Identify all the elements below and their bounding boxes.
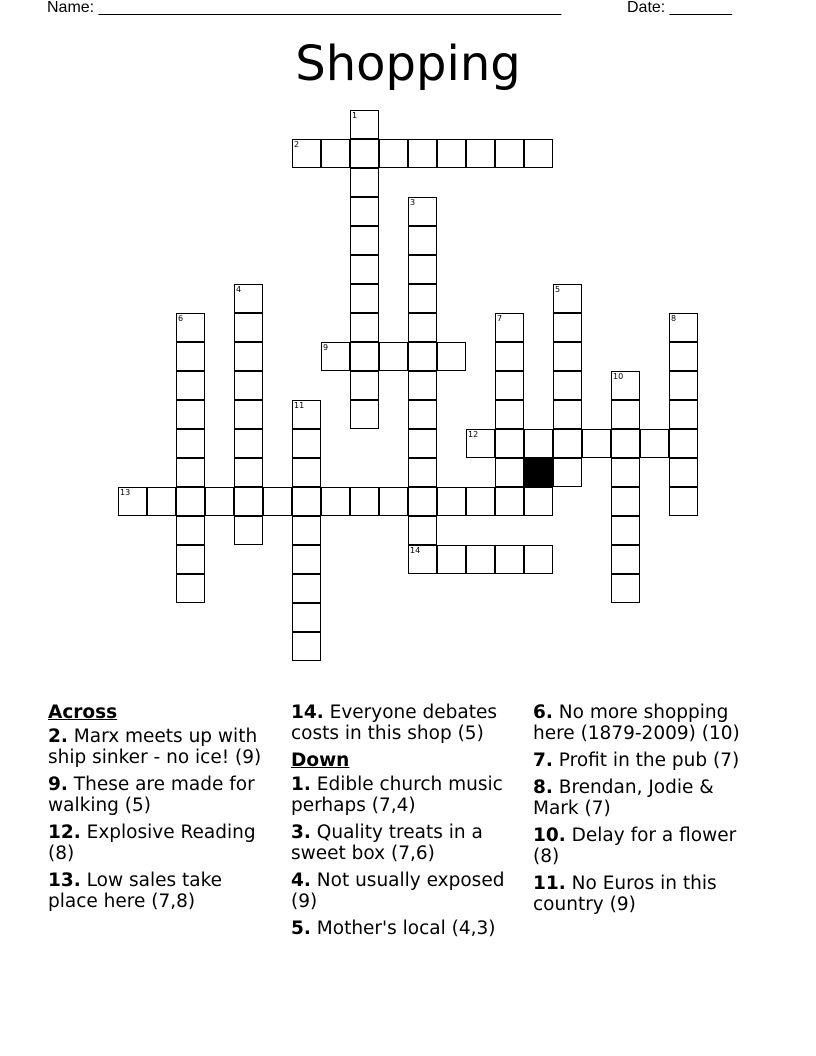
grid-cell[interactable] [408, 371, 437, 400]
clue-number: 9. [48, 774, 68, 795]
grid-cell[interactable] [611, 574, 640, 603]
clue-text: Brendan, Jodie & Mark (7) [533, 777, 714, 819]
clue-text: These are made for walking (5) [48, 774, 255, 816]
grid-cell[interactable] [321, 139, 350, 168]
grid-cell[interactable] [495, 545, 524, 574]
grid-cell[interactable] [669, 342, 698, 371]
clue-across-12 [48, 822, 273, 864]
grid-cell[interactable] [292, 139, 321, 168]
grid-cell[interactable] [611, 429, 640, 458]
grid-cell[interactable] [176, 487, 205, 516]
grid-cell[interactable] [495, 139, 524, 168]
clue-number-label: 13 [120, 488, 131, 497]
clue-number-label: 5 [555, 285, 561, 294]
clue-text: Delay for a flower (8) [533, 825, 737, 867]
clue-down-11 [533, 873, 758, 915]
grid-cell[interactable] [495, 313, 524, 342]
grid-cell[interactable] [379, 487, 408, 516]
grid-cell[interactable] [321, 487, 350, 516]
date-field-label: Date: _______ [627, 0, 732, 16]
clue-number: 5. [291, 918, 311, 939]
grid-cell[interactable] [118, 487, 147, 516]
grid-block-cell [524, 458, 553, 487]
clue-across-2 [48, 726, 273, 768]
clue-text: Profit in the pub (7) [552, 750, 740, 771]
grid-cell[interactable] [147, 487, 176, 516]
grid-cell[interactable] [611, 371, 640, 400]
grid-cell[interactable] [524, 487, 553, 516]
grid-cell[interactable] [611, 458, 640, 487]
clue-down-8 [533, 777, 758, 819]
clue-number: 12. [48, 822, 81, 843]
grid-cell[interactable] [408, 197, 437, 226]
grid-cell[interactable] [466, 487, 495, 516]
grid-cell[interactable] [234, 487, 263, 516]
clue-text: No Euros in this country (9) [533, 873, 717, 915]
grid-cell[interactable] [582, 429, 611, 458]
grid-cell[interactable] [379, 342, 408, 371]
clue-number: 10. [533, 825, 566, 846]
clue-down-6 [533, 702, 758, 744]
grid-cell[interactable] [292, 516, 321, 545]
grid-cell[interactable] [408, 255, 437, 284]
puzzle-title: Shopping [295, 36, 521, 92]
grid-cell[interactable] [234, 458, 263, 487]
grid-cell[interactable] [379, 139, 408, 168]
grid-cell[interactable] [495, 371, 524, 400]
clue-number-label: 8 [671, 314, 677, 323]
grid-cell[interactable] [669, 487, 698, 516]
across-heading: Across [48, 702, 118, 723]
clue-number-label: 12 [468, 430, 479, 439]
grid-cell[interactable] [350, 255, 379, 284]
grid-cell[interactable] [495, 458, 524, 487]
clue-text: Marx meets up with ship sinker - no ice! (9) [48, 726, 262, 768]
clue-text: Edible church music perhaps (7,4) [291, 774, 503, 816]
clue-number-label: 11 [294, 401, 305, 410]
grid-cell[interactable] [466, 429, 495, 458]
clue-text: Quality treats in a sweet box (7,6) [291, 822, 483, 864]
clue-down-3 [291, 822, 516, 864]
grid-cell[interactable] [292, 545, 321, 574]
grid-cell[interactable] [234, 371, 263, 400]
clue-number: 2. [48, 726, 68, 747]
grid-cell[interactable] [408, 139, 437, 168]
clue-across-13 [48, 870, 273, 912]
clue-number-label: 3 [410, 198, 416, 207]
grid-cell[interactable] [437, 545, 466, 574]
grid-cell[interactable] [176, 313, 205, 342]
grid-cell[interactable] [524, 545, 553, 574]
grid-cell[interactable] [176, 458, 205, 487]
grid-cell[interactable] [553, 284, 582, 313]
grid-cell[interactable] [611, 487, 640, 516]
clue-across-9 [48, 774, 273, 816]
grid-cell[interactable] [292, 458, 321, 487]
grid-cell[interactable] [437, 487, 466, 516]
clues-column-1 [48, 702, 273, 918]
grid-cell[interactable] [234, 516, 263, 545]
grid-cell[interactable] [234, 313, 263, 342]
grid-cell[interactable] [408, 429, 437, 458]
grid-cell[interactable] [669, 400, 698, 429]
grid-cell[interactable] [292, 487, 321, 516]
clue-number-label: 14 [410, 546, 421, 555]
grid-cell[interactable] [292, 632, 321, 661]
grid-cell[interactable] [263, 487, 292, 516]
grid-cell[interactable] [234, 284, 263, 313]
clue-down-4 [291, 870, 516, 912]
clue-number: 1. [291, 774, 311, 795]
grid-cell[interactable] [408, 284, 437, 313]
clue-down-5 [291, 918, 516, 939]
grid-cell[interactable] [524, 139, 553, 168]
clue-number-label: 7 [497, 314, 503, 323]
grid-cell[interactable] [524, 429, 553, 458]
grid-cell[interactable] [176, 371, 205, 400]
grid-cell[interactable] [466, 139, 495, 168]
clues-column-3 [533, 702, 758, 921]
grid-cell[interactable] [466, 545, 495, 574]
grid-cell[interactable] [437, 139, 466, 168]
clue-number: 4. [291, 870, 311, 891]
clue-number: 8. [533, 777, 553, 798]
down-heading: Down [291, 750, 350, 771]
grid-cell[interactable] [553, 458, 582, 487]
clue-number: 6. [533, 702, 553, 723]
grid-cell[interactable] [408, 545, 437, 574]
clue-text: Explosive Reading (8) [48, 822, 256, 864]
clue-number: 13. [48, 870, 81, 891]
grid-cell[interactable] [640, 429, 669, 458]
clue-number-label: 2 [294, 140, 300, 149]
grid-cell[interactable] [292, 603, 321, 632]
grid-cell[interactable] [611, 400, 640, 429]
grid-cell[interactable] [350, 487, 379, 516]
clue-text: Mother's local (4,3) [310, 918, 496, 939]
clue-number-label: 4 [236, 285, 242, 294]
grid-cell[interactable] [350, 197, 379, 226]
clue-text: No more shopping here (1879-2009) (10) [533, 702, 740, 744]
grid-cell[interactable] [495, 487, 524, 516]
clue-number-label: 1 [352, 111, 358, 120]
grid-cell[interactable] [611, 516, 640, 545]
grid-cell[interactable] [495, 342, 524, 371]
clue-down-10 [533, 825, 758, 867]
clue-down-7 [533, 750, 758, 771]
grid-cell[interactable] [350, 400, 379, 429]
clue-number: 11. [533, 873, 566, 894]
clue-across-14 [291, 702, 516, 744]
clue-number-label: 10 [613, 372, 624, 381]
clue-number: 3. [291, 822, 311, 843]
grid-cell[interactable] [495, 400, 524, 429]
grid-cell[interactable] [176, 545, 205, 574]
grid-cell[interactable] [176, 516, 205, 545]
grid-cell[interactable] [408, 342, 437, 371]
grid-cell[interactable] [611, 545, 640, 574]
grid-cell[interactable] [408, 487, 437, 516]
grid-cell[interactable] [234, 342, 263, 371]
grid-cell[interactable] [234, 429, 263, 458]
grid-cell[interactable] [350, 110, 379, 139]
grid-cell[interactable] [176, 574, 205, 603]
grid-cell[interactable] [408, 516, 437, 545]
grid-cell[interactable] [553, 429, 582, 458]
name-field-label: Name: ____________________________________________________ [47, 0, 562, 16]
grid-cell[interactable] [205, 487, 234, 516]
grid-cell[interactable] [437, 342, 466, 371]
grid-cell[interactable] [350, 226, 379, 255]
grid-cell[interactable] [292, 574, 321, 603]
clue-number: 7. [533, 750, 553, 771]
grid-cell[interactable] [553, 342, 582, 371]
grid-cell[interactable] [553, 400, 582, 429]
clue-number-label: 6 [178, 314, 184, 323]
clues-column-2 [291, 702, 516, 945]
grid-cell[interactable] [669, 313, 698, 342]
grid-cell[interactable] [176, 400, 205, 429]
grid-cell[interactable] [176, 342, 205, 371]
clue-down-1 [291, 774, 516, 816]
grid-cell[interactable] [350, 313, 379, 342]
clue-text: Everyone debates costs in this shop (5) [291, 702, 498, 744]
grid-cell[interactable] [408, 313, 437, 342]
grid-cell[interactable] [408, 400, 437, 429]
grid-cell[interactable] [408, 458, 437, 487]
clue-number-label: 9 [323, 343, 329, 352]
grid-cell[interactable] [350, 168, 379, 197]
grid-cell[interactable] [669, 458, 698, 487]
grid-cell[interactable] [350, 139, 379, 168]
grid-cell[interactable] [669, 371, 698, 400]
grid-cell[interactable] [495, 429, 524, 458]
clue-text: Not usually exposed (9) [291, 870, 505, 912]
grid-cell[interactable] [321, 342, 350, 371]
grid-cell[interactable] [176, 429, 205, 458]
grid-cell[interactable] [292, 400, 321, 429]
grid-cell[interactable] [234, 400, 263, 429]
grid-cell[interactable] [553, 313, 582, 342]
grid-cell[interactable] [350, 371, 379, 400]
grid-cell[interactable] [350, 342, 379, 371]
grid-cell[interactable] [553, 371, 582, 400]
grid-cell[interactable] [669, 429, 698, 458]
grid-cell[interactable] [292, 429, 321, 458]
grid-cell[interactable] [408, 226, 437, 255]
clue-text: Low sales take place here (7,8) [48, 870, 223, 912]
grid-cell[interactable] [350, 284, 379, 313]
clue-number: 14. [291, 702, 324, 723]
